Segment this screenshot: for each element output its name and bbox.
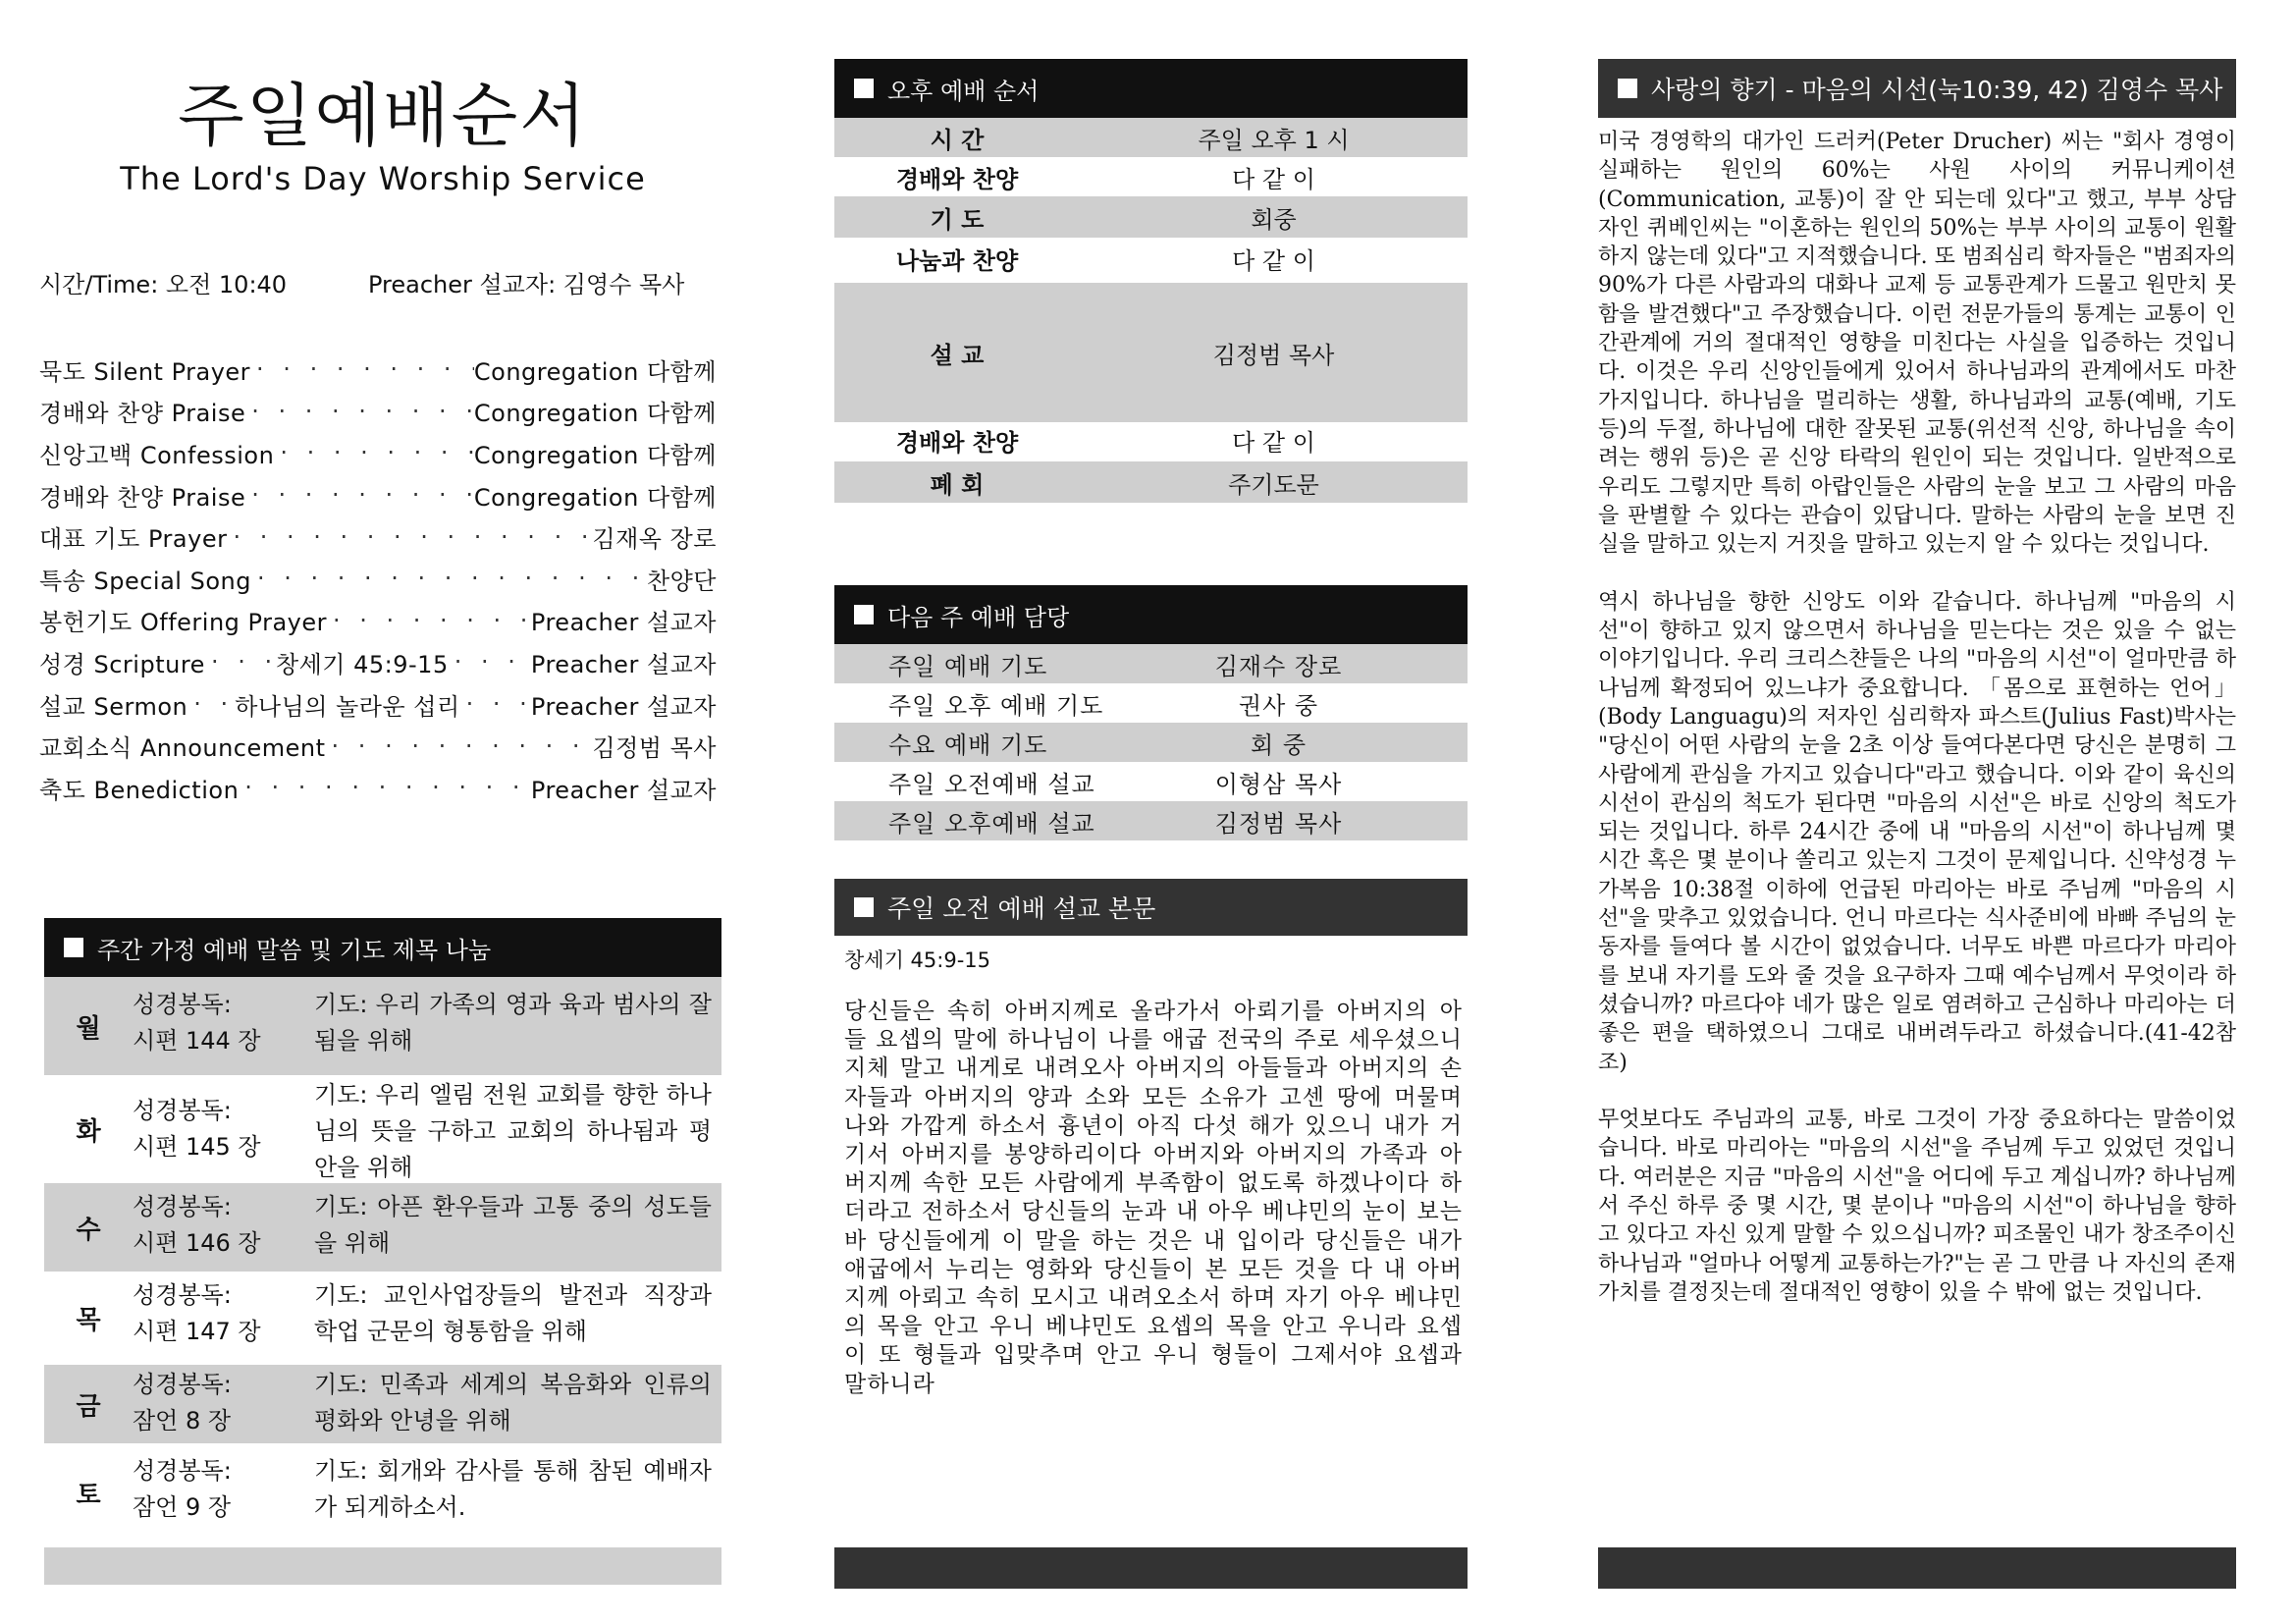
footer-bar (834, 1547, 1468, 1589)
essay-header (1598, 59, 2236, 118)
leader-dots (326, 732, 593, 760)
duty-item: 수요 예배 기도 (888, 731, 1048, 759)
order-value: Congregation 다함께 (473, 441, 717, 469)
essay-paragraph: 미국 경영학의 대가인 드러커(Peter Drucher) 씨는 "회사 경영이 실패하는 원인의 60%는 사원 사이의 커뮤니케이션(Communication, 교통)이 잘 안 되는데 있다"고 했고, 부부 상담자인 퀴베인씨는 "이혼하는 원인의 50%는 부부 사이의 교통이 원활하지 않는데 있다"고 지적했습니다. 또 범죄심리 학자들은 "범죄자의 90%가 다른 사람과의 대화나 교제 등 교통관계가 드물고 원만치 못함을 발견했다"고 주장했습니다. 이런 전문가들의 통계는 교통이 인간관계에 거의 절대적인 영향을 미친다는 사실을 입증하는 것입니다. 이것은 우리 신앙인들에게 있어서 하나님과의 관계에서도 마찬가지입니다. 하나님을 멀리하는 생활, 하나님과의 교통(예배, 기도 등)의 두절, 하나님에 대한 잘못된 교통(위선적 신앙, 하나님을 속이려는 행위 등)은 곧 신앙 타락의 원인이 되는 것입니다. 일반적으로 우리도 그렇지만 특히 아랍인들은 사람의 눈을 보고 그 사람의 마음을 판별할 수 있다는 관습이 있답니다. 말하는 사람의 눈을 보면 진실을 말하고 있는지 거짓을 말하고 있는지 알 수 있다는 것입니다. (1598, 130, 2236, 558)
section-title: 오후 예배 순서 (887, 77, 1040, 105)
order-mid: 창세기 45:9-15 (275, 650, 449, 678)
family-worship-table (44, 977, 721, 1542)
day-label: 토 (76, 1480, 101, 1510)
next-week-header (834, 585, 1468, 644)
order-row (39, 558, 717, 600)
order-row (39, 391, 717, 433)
duty-value: 이형삼 목사 (1214, 770, 1343, 798)
schedule-row (834, 461, 1468, 503)
schedule-item: 나눔과 찬양 (895, 246, 1019, 275)
schedule-value: 주기도문 (1228, 470, 1319, 499)
footer-bar (44, 1547, 721, 1585)
section-title: 사랑의 향기 - 마음의 시선(눅10:39, 42) 김영수 목사 (1651, 76, 2223, 104)
schedule-value: 다 같 이 (1232, 428, 1315, 457)
sermon-text-header (834, 879, 1468, 936)
essay-paragraph: 역시 하나님을 향한 신앙도 이와 같습니다. 하나님께 "마음의 시선"이 향하고 있지 않으면서 하나님을 믿는다는 것은 있을 수 없는 이야기입니다. 우리 크리스챤들은 나의 "마음의 시선"이 얼마만큼 하나님께 확정되어 있느냐가 중요합니다. 「몸으로 표현하는 언어」(Body Languagu)의 저자인 심리학자 파스트(Julius Fast)박사는 "당신이 어떤 사람의 눈을 2초 이상 들여다본다면 당신은 분명히 그 사람에게 관심을 가지고 있습니다"라고 했습니다. 이와 같이 육신의 시선이 관심의 척도가 된다면 "마음의 시선"은 바로 신앙의 척도가 되는 것입니다. 하루 24시간 중에 내 "마음의 시선"이 하나님께 몇 시간 혹은 몇 분이나 쏠리고 있는지 그것이 문제입니다. 신약성경 누가복음 10:38절 이하에 언급된 마리아는 바로 주님께 "마음의 시선"을 맞추고 있었습니다. 언니 마르다는 식사준비에 바빠 주님의 눈동자를 들여다 볼 시간이 없었습니다. 너무도 바쁜 마르다가 마리아를 보내 자기를 도와 줄 것을 요구하자 그때 예수님께서 무엇이라 하셨습니까? 마르다야 네가 많은 일로 염려하고 근심하나 마리아는 더 좋은 편을 택하였으니 그대로 내버려두라고 하셨습니다.(41-42참조) (1598, 589, 2236, 1075)
table-row (44, 977, 721, 1075)
reading-ref: 잠언 9 장 (133, 1493, 232, 1521)
duty-row (834, 723, 1468, 762)
order-value: 김재옥 장로 (592, 525, 717, 554)
page-subtitle: The Lord's Day Worship Service (120, 160, 646, 197)
schedule-row (834, 283, 1468, 422)
leader-dots (245, 398, 474, 425)
schedule-row (834, 118, 1468, 157)
leader-dots (460, 690, 531, 718)
schedule-item: 경배와 찬양 (895, 165, 1019, 193)
section-title: 주일 오전 예배 설교 본문 (887, 894, 1156, 923)
schedule-item: 경배와 찬양 (895, 428, 1019, 457)
order-label: 설교 Sermon (39, 692, 188, 721)
prayer-topic: 기도: 우리 엘림 전원 교회를 향한 하나님의 뜻을 구하고 교회의 하나됨과 평안을 위해 (314, 1081, 712, 1181)
square-bullet-icon (854, 605, 874, 624)
order-row (39, 725, 717, 767)
reading-ref: 시편 145 장 (133, 1133, 261, 1161)
order-label: 경배와 찬양 Praise (39, 400, 246, 428)
schedule-row (834, 238, 1468, 279)
order-value: Congregation 다함께 (473, 400, 717, 428)
day-label: 목 (76, 1306, 101, 1335)
table-row (44, 1365, 721, 1443)
order-row (39, 474, 717, 516)
day-label: 금 (76, 1391, 101, 1422)
scripture-body: 당신들은 속히 아버지께로 올라가서 아뢰기를 아버지의 아들 요셉의 말에 하나님이 나를 애굽 전국의 주로 세우셨으니 지체 말고 내게로 내려오사 아버지의 아들들과 아버지의 손자들과 아버지의 양과 소와 모든 소유가 고센 땅에 머물며 나와 가깝게 하소서 흉년이 아직 다섯 해가 있으니 내가 거기서 아버지를 봉양하리이다 아버지와 아버지의 가족과 아버지께 속한 모든 사람에게 부족함이 없도록 하겠나이다 하더라고 전하소서 당신들의 눈과 내 아우 베냐민의 눈이 보는 바 당신들에게 이 말을 하는 것은 내 입이라 당신들은 내가 애굽에서 누리는 영화와 당신들이 본 모든 것을 다 내 아버지께 아뢰고 속히 모시고 내려오소서 하며 자기 아우 베냐민의 목을 안고 우니 베냐민도 요셉의 목을 안고 우니라 요셉이 또 형들과 입맞추며 안고 우니 형들이 그제서야 요셉과 말하니라 (844, 999, 1463, 1397)
schedule-row (834, 196, 1468, 238)
duty-item: 주일 오후 예배 기도 (888, 691, 1104, 720)
essay-paragraph: 무엇보다도 주님과의 교통, 바로 그것이 가장 중요하다는 말씀이었습니다. 바로 마리아는 "마음의 시선"을 주님께 두고 있었던 것입니다. 여러분은 지금 "마음의 시선"을 어디에 두고 계십니까? 하나님께서 주신 하루 중 몇 시간, 몇 분이나 "마음의 시선"이 하나님을 향하고 있다고 자신 있게 말할 수 있으십니까? 피조물인 내가 창조주이신 하나님과 "얼마나 어떻게 교통하는가?"는 곧 그 만큼 나 자신의 존재 가치를 결정짓는데 절대적인 영향이 있을 수 밖에 없는 것입니다. (1598, 1108, 2236, 1305)
leader-dots (250, 355, 474, 383)
duty-row (834, 801, 1468, 840)
reading-ref: 시편 146 장 (133, 1229, 261, 1257)
reading-label: 성경봉독: (133, 1371, 232, 1398)
service-preacher: Preacher 설교자: 김영수 목사 (368, 271, 685, 298)
schedule-item: 설 교 (930, 341, 985, 369)
reading-label: 성경봉독: (133, 1457, 232, 1485)
section-title: 주간 가정 예배 말씀 및 기도 제목 나눔 (97, 936, 492, 964)
schedule-value: 회중 (1251, 205, 1297, 234)
leader-dots (187, 690, 235, 718)
section-title: 다음 주 예배 담당 (887, 603, 1070, 631)
schedule-value: 김정범 목사 (1212, 341, 1335, 369)
order-value: Preacher 설교자 (530, 650, 717, 678)
order-value: 찬양단 (646, 567, 717, 595)
leader-dots (205, 648, 276, 676)
day-label: 월 (76, 1013, 101, 1044)
duty-row (834, 644, 1468, 683)
reading-label: 성경봉독: (133, 991, 232, 1018)
service-info (39, 265, 726, 299)
table-row (44, 1075, 721, 1183)
reading-label: 성경봉독: (133, 1097, 232, 1124)
order-row (39, 515, 717, 558)
square-bullet-icon (854, 79, 874, 98)
order-value: Congregation 다함께 (473, 483, 717, 512)
day-label: 화 (76, 1116, 101, 1147)
reading (133, 1075, 314, 1183)
leader-dots (449, 648, 531, 676)
leader-dots (245, 481, 474, 509)
schedule-value: 다 같 이 (1232, 165, 1315, 193)
duty-value: 김정범 목사 (1214, 809, 1343, 838)
prayer-topic: 기도: 아픈 환우들과 고통 중의 성도들을 위해 (314, 1193, 712, 1257)
table-row (44, 1183, 721, 1272)
order-row (39, 641, 717, 683)
duty-value: 권사 중 (1238, 691, 1319, 720)
duty-item: 주일 예배 기도 (888, 652, 1048, 680)
reading (133, 1365, 314, 1443)
table-row (44, 1272, 721, 1365)
schedule-value: 다 같 이 (1232, 246, 1315, 275)
reading-ref: 시편 144 장 (133, 1027, 261, 1055)
duty-value: 김재수 장로 (1214, 652, 1343, 680)
schedule-row (834, 157, 1468, 196)
service-time: 시간/Time: 오전 10:40 (39, 271, 288, 298)
square-bullet-icon (854, 897, 874, 917)
reading-label: 성경봉독: (133, 1281, 232, 1309)
square-bullet-icon (64, 938, 83, 957)
prayer-topic: 기도: 교인사업장들의 발전과 직장과 학업 군문의 형통함을 위해 (314, 1281, 712, 1345)
day-label: 수 (76, 1215, 101, 1245)
order-row (39, 432, 717, 474)
order-value: Congregation 다함께 (473, 357, 717, 386)
square-bullet-icon (1618, 79, 1637, 98)
schedule-row (834, 420, 1468, 460)
worship-order-list (39, 349, 717, 809)
order-label: 묵도 Silent Prayer (39, 357, 251, 386)
leader-dots (251, 565, 647, 592)
order-label: 성경 Scripture (39, 650, 205, 678)
reading (133, 1183, 314, 1272)
table-row (44, 1443, 721, 1542)
afternoon-service-header (834, 59, 1468, 118)
order-label: 특송 Special Song (39, 567, 251, 595)
order-label: 봉헌기도 Offering Prayer (39, 609, 327, 637)
order-row (39, 600, 717, 642)
order-label: 교회소식 Announcement (39, 734, 326, 763)
order-value: Preacher 설교자 (530, 692, 717, 721)
schedule-item: 기 도 (930, 205, 985, 234)
family-worship-header (44, 918, 721, 977)
duty-item: 주일 오전예배 설교 (888, 770, 1095, 798)
scripture-reference: 창세기 45:9-15 (844, 948, 990, 972)
leader-dots (274, 439, 474, 466)
order-value: Preacher 설교자 (530, 609, 717, 637)
duty-item: 주일 오후예배 설교 (888, 809, 1095, 838)
schedule-item: 폐 회 (930, 470, 985, 499)
order-row (39, 349, 717, 391)
reading-ref: 잠언 8 장 (133, 1407, 232, 1435)
reading (133, 1272, 314, 1365)
order-row (39, 683, 717, 726)
prayer-topic: 기도: 회개와 감사를 통해 참된 예배자가 되게하소서. (314, 1457, 712, 1521)
prayer-topic: 기도: 민족과 세계의 복음화와 인류의 평화와 안녕을 위해 (314, 1371, 712, 1435)
duty-row (834, 683, 1468, 723)
order-label: 축도 Benediction (39, 776, 240, 804)
order-value: Preacher 설교자 (530, 776, 717, 804)
prayer-topic: 기도: 우리 가족의 영과 육과 범사의 잘됨을 위해 (314, 991, 712, 1055)
order-value: 김정범 목사 (592, 734, 717, 763)
schedule-value: 주일 오후 1 시 (1198, 126, 1350, 154)
order-label: 경배와 찬양 Praise (39, 483, 246, 512)
leader-dots (227, 523, 592, 551)
page-title: 주일예배순서 (178, 76, 588, 156)
reading (133, 1443, 314, 1542)
duty-value: 회 중 (1251, 731, 1307, 759)
order-row (39, 767, 717, 809)
essay-body (1598, 128, 2236, 1335)
order-label: 대표 기도 Prayer (39, 525, 228, 554)
leader-dots (239, 774, 531, 801)
schedule-item: 시 간 (930, 126, 985, 154)
leader-dots (327, 607, 531, 634)
duty-row (834, 762, 1468, 801)
order-mid: 하나님의 놀라운 섭리 (235, 692, 460, 721)
footer-bar (1598, 1547, 2236, 1589)
reading-ref: 시편 147 장 (133, 1318, 261, 1345)
reading-label: 성경봉독: (133, 1193, 232, 1220)
order-label: 신앙고백 Confession (39, 441, 275, 469)
reading (133, 977, 314, 1075)
